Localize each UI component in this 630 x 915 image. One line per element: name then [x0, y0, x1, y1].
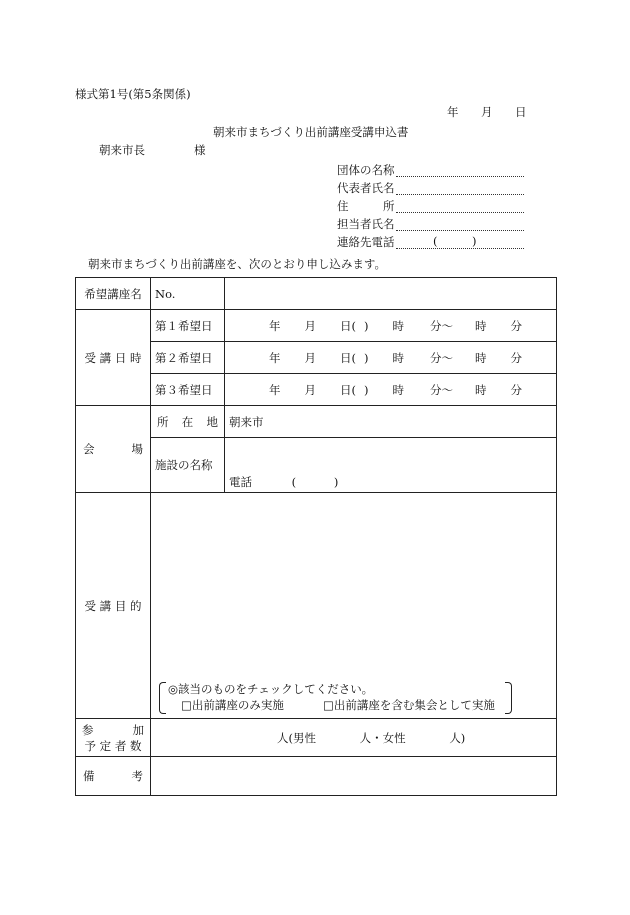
choice-label: 第１希望日: [151, 310, 225, 342]
checkbox-icon[interactable]: □: [181, 698, 192, 712]
date-day-label: 日: [515, 105, 527, 119]
location-label-char: 所: [157, 414, 169, 429]
dt-close: ): [364, 382, 369, 397]
purpose-row: [76, 493, 557, 719]
attendees-label-line2: 予 定 者 数: [84, 738, 142, 753]
dt-minute-to: 分: [510, 382, 522, 397]
contact-person-field[interactable]: [396, 230, 524, 231]
group-name-label: 団体の名称: [337, 163, 395, 177]
phone-paren-close: ): [472, 234, 477, 248]
facility-cell[interactable]: [225, 438, 557, 493]
dt-minute-to: 分: [510, 350, 522, 365]
dt-year: 年: [269, 350, 281, 365]
course-name-cell[interactable]: [225, 278, 557, 310]
addressee-name: 朝来市長: [99, 143, 145, 157]
attendees-label: [76, 719, 151, 757]
option-label: 出前講座を含む集会として実施: [333, 698, 495, 712]
remarks-row: [76, 757, 557, 796]
purpose-label: 受 講 目 的: [76, 493, 151, 719]
dt-minute-from: 分～: [430, 350, 453, 365]
attendees-row: [76, 719, 557, 757]
location-label-char: 地: [206, 414, 218, 429]
document-title: 朝来市まちづくり出前講座受講申込書: [213, 125, 409, 139]
facility-label: 施設の名称: [151, 438, 225, 493]
dt-hour-to: 時: [475, 318, 487, 333]
option-with-gathering[interactable]: [323, 697, 495, 713]
location-label-char: 在: [181, 414, 194, 429]
location-value[interactable]: 朝来市: [225, 406, 557, 438]
phone-label: 連絡先電話: [337, 235, 395, 249]
venue-label: [76, 406, 151, 493]
option-local-only[interactable]: [181, 697, 284, 713]
choice-label: 第２希望日: [151, 342, 225, 374]
address-label-second: 所: [383, 199, 395, 213]
attendees-female-unit: 人): [449, 730, 466, 745]
checkbox-icon[interactable]: □: [323, 698, 334, 712]
facility-phone-paren-open: (: [291, 475, 297, 489]
venue-label-second: 場: [131, 442, 143, 456]
choice-datetime-cell[interactable]: [225, 374, 557, 406]
application-table: [75, 277, 557, 796]
dt-hour: 時: [392, 382, 404, 397]
contact-person-label: 担当者氏名: [337, 217, 395, 231]
dt-month: 月: [304, 382, 316, 397]
course-no-cell[interactable]: No.: [151, 278, 225, 310]
venue-location-row: [76, 406, 557, 438]
date-month-label: 月: [481, 105, 493, 119]
representative-label: 代表者氏名: [337, 181, 395, 195]
check-instruction: ◎該当のものをチェックしてください。: [168, 682, 374, 696]
options-bracket-right: [505, 682, 512, 714]
attendees-total-unit: 人(男性: [277, 730, 316, 745]
dt-year: 年: [269, 318, 281, 333]
remarks-label-second: 考: [131, 769, 143, 783]
phone-field[interactable]: [396, 248, 524, 249]
intro-text: 朝来市まちづくり出前講座を、次のとおり申し込みます。: [88, 257, 386, 271]
dt-hour: 時: [392, 318, 404, 333]
remarks-label: [76, 757, 151, 796]
dt-month: 月: [304, 350, 316, 365]
dt-day: 日(: [340, 318, 356, 333]
choice-label: 第３希望日: [151, 374, 225, 406]
venue-label-first: 会: [83, 442, 95, 456]
form-number: 様式第1号(第5条関係): [75, 87, 191, 101]
representative-field[interactable]: [396, 194, 524, 195]
date-time-label: 受 講 日 時: [76, 310, 151, 406]
attendees-male-unit: 人・女性: [359, 730, 406, 745]
date-choice-row: [76, 310, 557, 342]
dt-hour-to: 時: [475, 350, 487, 365]
dt-hour: 時: [392, 350, 404, 365]
attendees-label-second: 加: [132, 722, 144, 737]
dt-year: 年: [269, 382, 281, 397]
dt-month: 月: [304, 318, 316, 333]
address-label-first: 住: [337, 199, 349, 213]
dt-minute-from: 分～: [430, 318, 453, 333]
choice-datetime-cell[interactable]: [225, 342, 557, 374]
attendees-cell[interactable]: [151, 719, 557, 757]
course-row: [76, 278, 557, 310]
dt-day: 日(: [340, 350, 356, 365]
dt-day: 日(: [340, 382, 356, 397]
dt-close: ): [364, 350, 369, 365]
option-label: 出前講座のみ実施: [191, 698, 284, 712]
date-year-label: 年: [447, 105, 459, 119]
facility-phone-label: 電話: [229, 475, 252, 489]
addressee-suffix: 様: [194, 143, 206, 157]
dt-minute-to: 分: [510, 318, 522, 333]
remarks-cell[interactable]: [151, 757, 557, 796]
address-field[interactable]: [396, 212, 524, 213]
choice-datetime-cell[interactable]: [225, 310, 557, 342]
attendees-label-first: 参: [82, 722, 94, 737]
remarks-label-first: 備: [83, 769, 95, 783]
location-label: [151, 406, 225, 438]
options-bracket-left: [159, 682, 166, 714]
group-name-field[interactable]: [396, 176, 524, 177]
facility-phone-paren-close: ): [333, 475, 339, 489]
purpose-cell[interactable]: [151, 493, 557, 719]
phone-paren-open: (: [433, 234, 438, 248]
course-label: 希望講座名: [76, 278, 151, 310]
dt-hour-to: 時: [475, 382, 487, 397]
dt-minute-from: 分～: [430, 382, 453, 397]
dt-close: ): [364, 318, 369, 333]
